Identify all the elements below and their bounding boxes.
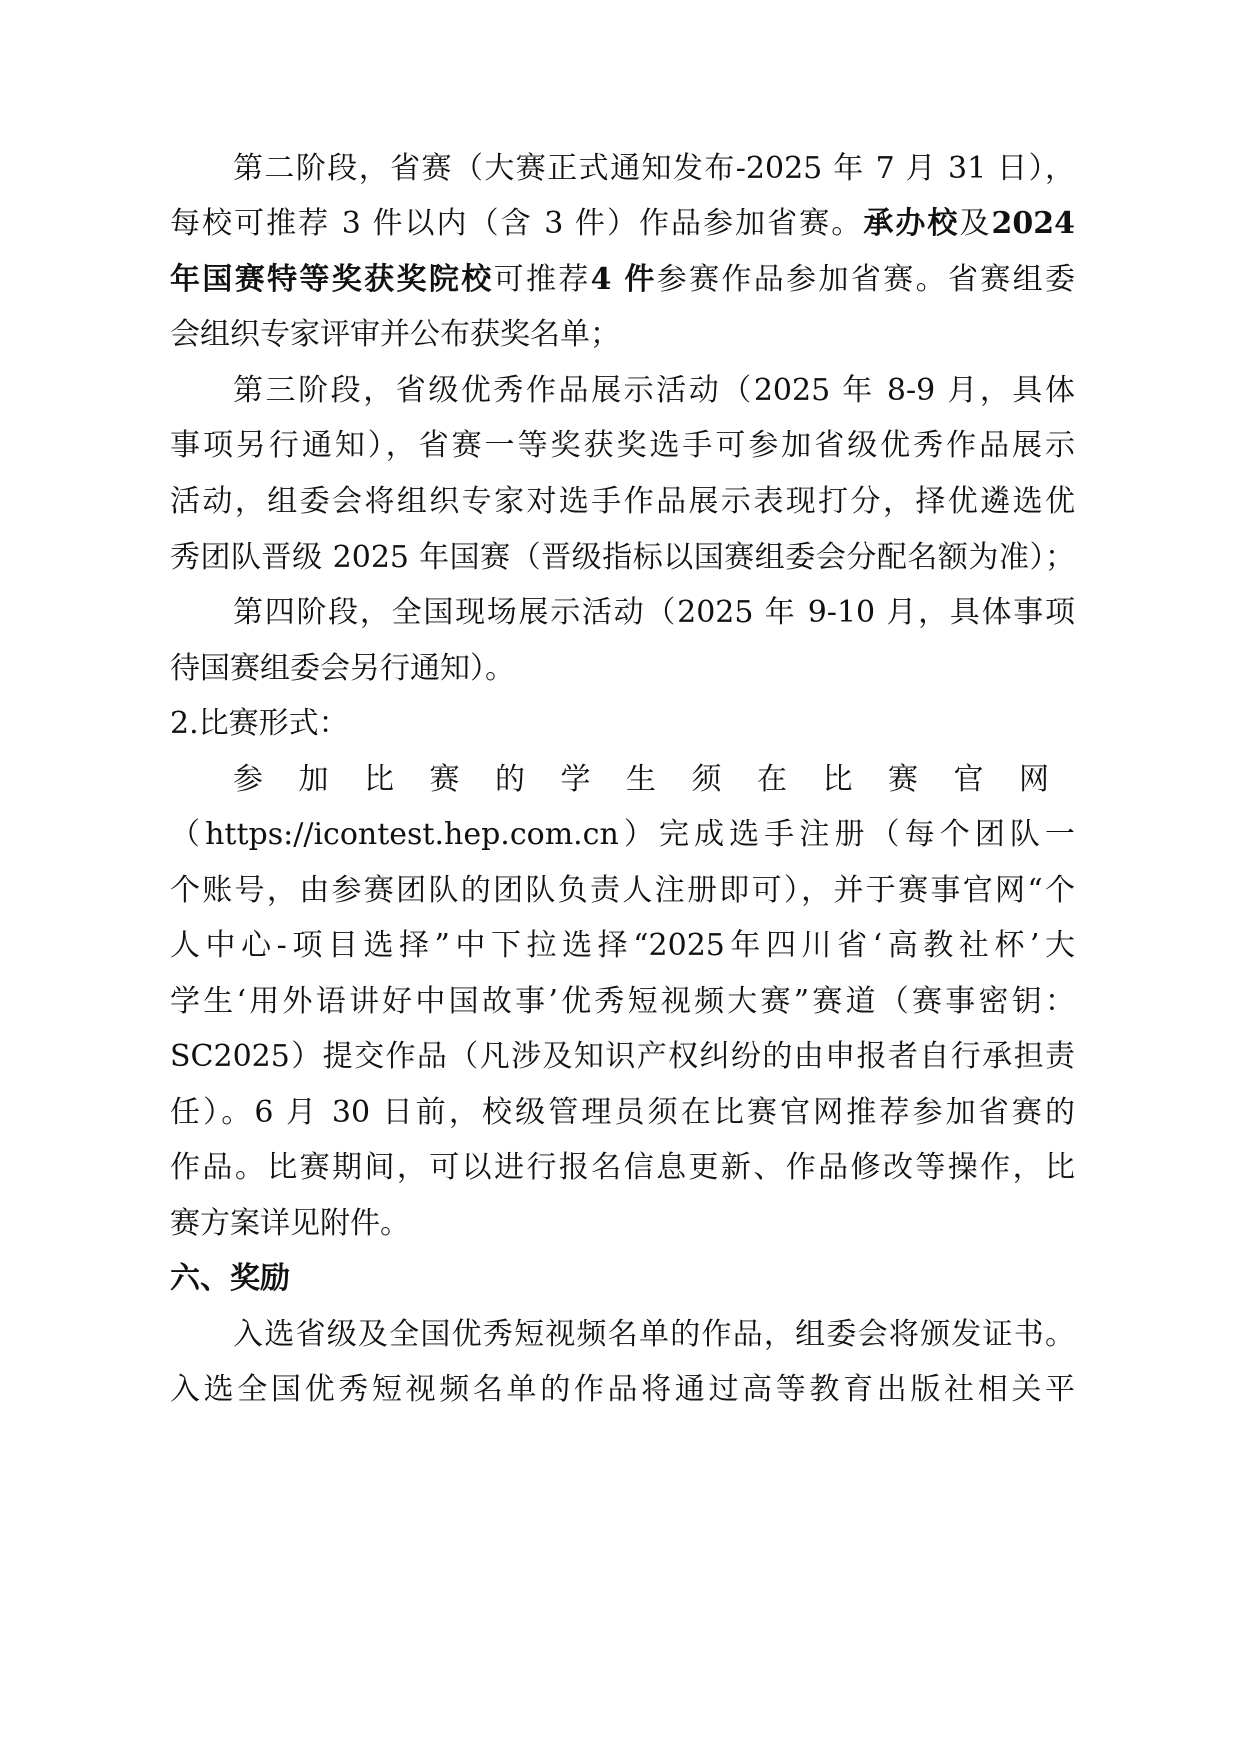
stage3-line-4: 秀团队晋级 2025 年国赛（晋级指标以国赛组委会分配名额为准）； bbox=[170, 540, 1075, 575]
award-school-bold: 年国赛特等奖获奖院校 bbox=[170, 262, 494, 297]
four-works-bold: 4 件 bbox=[590, 262, 657, 297]
stage3-line-2: 事项另行通知），省赛一等奖获奖选手可参加省级优秀作品展示 bbox=[170, 428, 1075, 463]
awards-heading: 六、奖励 bbox=[170, 1261, 290, 1296]
stage2-text: 参赛作品参加省赛。省赛组委 bbox=[656, 262, 1076, 297]
stage2-line-3 bbox=[170, 258, 1075, 302]
stage2-text: 可推荐 bbox=[493, 262, 591, 297]
stage3-line-1: 第三阶段，省级优秀作品展示活动（2025 年 8-9 月，具体 bbox=[233, 373, 1075, 408]
awards-line-1: 入选省级及全国优秀短视频名单的作品，组委会将颁发证书。 bbox=[233, 1317, 1075, 1352]
format-line-5: 学生‘用外语讲好中国故事’优秀短视频大赛”赛道（赛事密钥： bbox=[170, 984, 1075, 1019]
stage4-line-1: 第四阶段，全国现场展示活动（2025 年 9-10 月，具体事项 bbox=[233, 595, 1075, 630]
stage4-line-2: 待国赛组委会另行通知）。 bbox=[170, 651, 515, 686]
format-line-3: 个账号，由参赛团队的团队负责人注册即可），并于赛事官网“个 bbox=[170, 873, 1075, 908]
format-line-4: 人中心-项目选择”中下拉选择“2025年四川省‘高教社杯’大 bbox=[170, 928, 1075, 963]
stage3-line-3: 活动，组委会将组织专家对选手作品展示表现打分，择优遴选优 bbox=[170, 484, 1075, 519]
year-2024-bold: 2024 bbox=[991, 206, 1076, 241]
stage2-line-2 bbox=[170, 202, 1075, 246]
awards-line-2: 入选全国优秀短视频名单的作品将通过高等教育出版社相关平 bbox=[170, 1372, 1075, 1407]
format-line-8: 作品。比赛期间，可以进行报名信息更新、作品修改等操作，比 bbox=[170, 1150, 1075, 1185]
format-line-9: 赛方案详见附件。 bbox=[170, 1206, 410, 1241]
format-line-1: 参加比赛的学生须在比赛官网 bbox=[233, 762, 1075, 797]
stage2-text: 及 bbox=[959, 206, 992, 241]
format-line-2: （https://icontest.hep.com.cn）完成选手注册（每个团队一 bbox=[170, 817, 1075, 852]
host-school-bold: 承办校 bbox=[863, 206, 960, 241]
format-line-6: SC2025）提交作品（凡涉及知识产权纠纷的由申报者自行承担责 bbox=[170, 1039, 1075, 1074]
stage2-text: 每校可推荐 3 件以内（含 3 件）作品参加省赛。 bbox=[170, 206, 864, 241]
stage2-line-1: 第二阶段，省赛（大赛正式通知发布-2025 年 7 月 31 日）， bbox=[233, 151, 1075, 186]
format-heading: 2.比赛形式： bbox=[170, 706, 349, 741]
format-line-7: 任）。6 月 30 日前，校级管理员须在比赛官网推荐参加省赛的 bbox=[170, 1095, 1075, 1130]
stage2-line-4: 会组织专家评审并公布获奖名单； bbox=[170, 317, 620, 352]
